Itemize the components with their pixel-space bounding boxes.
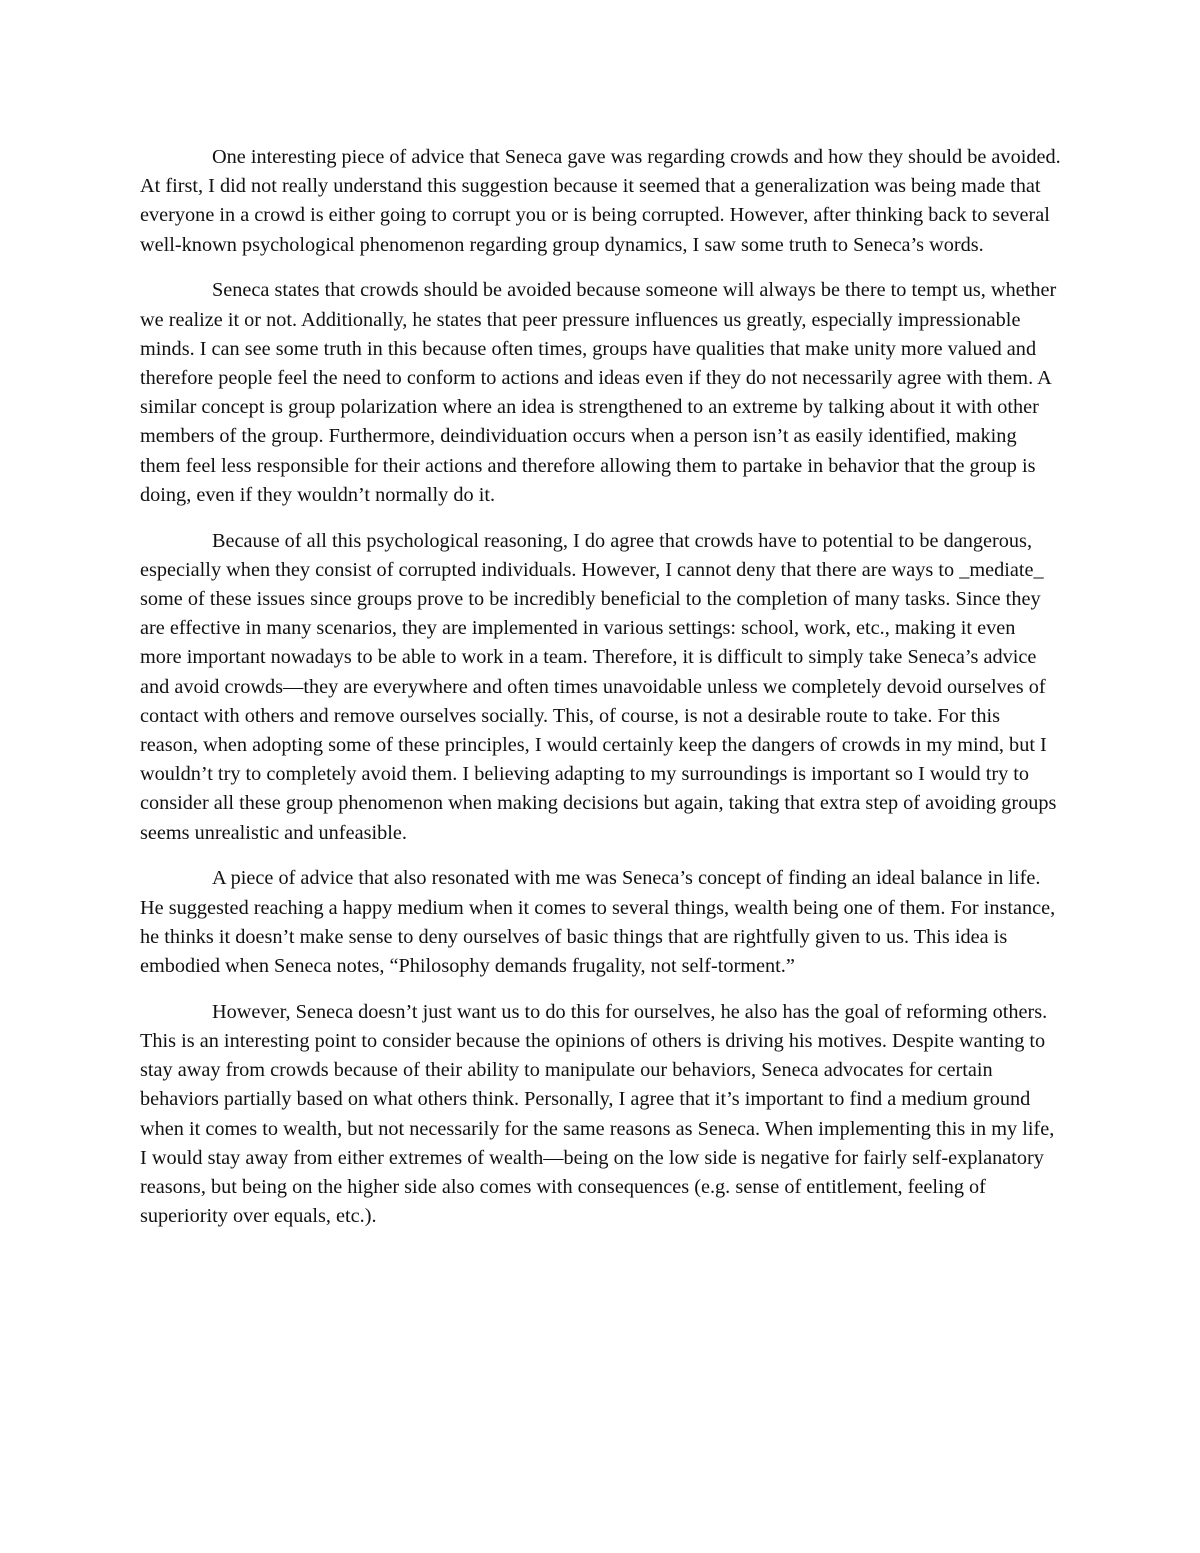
paragraph-1: One interesting piece of advice that Seneca gave was regarding crowds and how they should be avoided. At first, I did not really understand this suggestion because it seemed that a generalization was being made that everyone in a crowd is either going to corrupt you or is being corrupted. However, after thinking back to several well-known psychological phenomenon regarding group dynamics, I saw some truth to Seneca’s words.	[140, 146, 1061, 256]
paragraph-5: However, Seneca doesn’t just want us to do this for ourselves, he also has the goal of reforming others. This is an interesting point to consider because the opinions of others is driving his motives. Despite wanting to stay away from crowds because of their ability to manipulate our behaviors, Seneca advocates for certain behaviors partially based on what others think. Personally, I agree that it’s important to find a medium ground when it comes to wealth, but not necessarily for the same reasons as Seneca. When implementing this in my life, I would stay away from either extremes of wealth—being on the low side is negative for fairly self-explanatory reasons, but being on the higher side also comes with consequences (e.g. sense of entitlement, feeling of superiority over equals, etc.).	[140, 1000, 1055, 1228]
paragraph-4: A piece of advice that also resonated with me was Seneca’s concept of finding an ideal balance in life. He suggested reaching a happy medium when it comes to several things, wealth being one of them. For instance, he thinks it doesn’t make sense to deny ourselves of basic things that are rightfully given to us. This idea is embodied when Seneca notes, “Philosophy demands frugality, not self-torment.”	[140, 867, 1056, 978]
paragraph-3: Because of all this psychological reasoning, I do agree that crowds have to potential to be dangerous, especially when they consist of corrupted individuals. However, I cannot deny that there are ways to _mediate_ some of these issues since groups prove to be incredibly beneficial to the completion of many tasks. Since they are effective in many scenarios, they are implemented in various settings: school, work, etc., making it even more important nowadays to be able to work in a team. Therefore, it is difficult to simply take Seneca’s advice and avoid crowds—they are everywhere and often times unavoidable unless we completely devoid ourselves of contact with others and remove ourselves socially. This, of course, is not a desirable route to take. For this reason, when adopting some of these principles, I would certainly keep the dangers of crowds in my mind, but I wouldn’t try to completely avoid them. I believing adapting to my surroundings is important so I would try to consider all these group phenomenon when making decisions but again, taking that extra step of avoiding groups seems unrealistic and unfeasible.	[140, 529, 1057, 844]
paragraph-2: Seneca states that crowds should be avoided because someone will always be there to tempt us, whether we realize it or not. Additionally, he states that peer pressure influences us greatly, especially impressionable minds. I can see some truth in this because often times, groups have qualities that make unity more valued and therefore people feel the need to conform to actions and ideas even if they do not necessarily agree with them. A similar concept is group polarization where an idea is strengthened to an extreme by talking about it with other members of the group. Furthermore, deindividuation occurs when a person isn’t as easily identified, making them feel less responsible for their actions and therefore allowing them to partake in behavior that the group is doing, even if they wouldn’t normally do it.	[140, 279, 1057, 506]
document-body	[140, 143, 1062, 1248]
